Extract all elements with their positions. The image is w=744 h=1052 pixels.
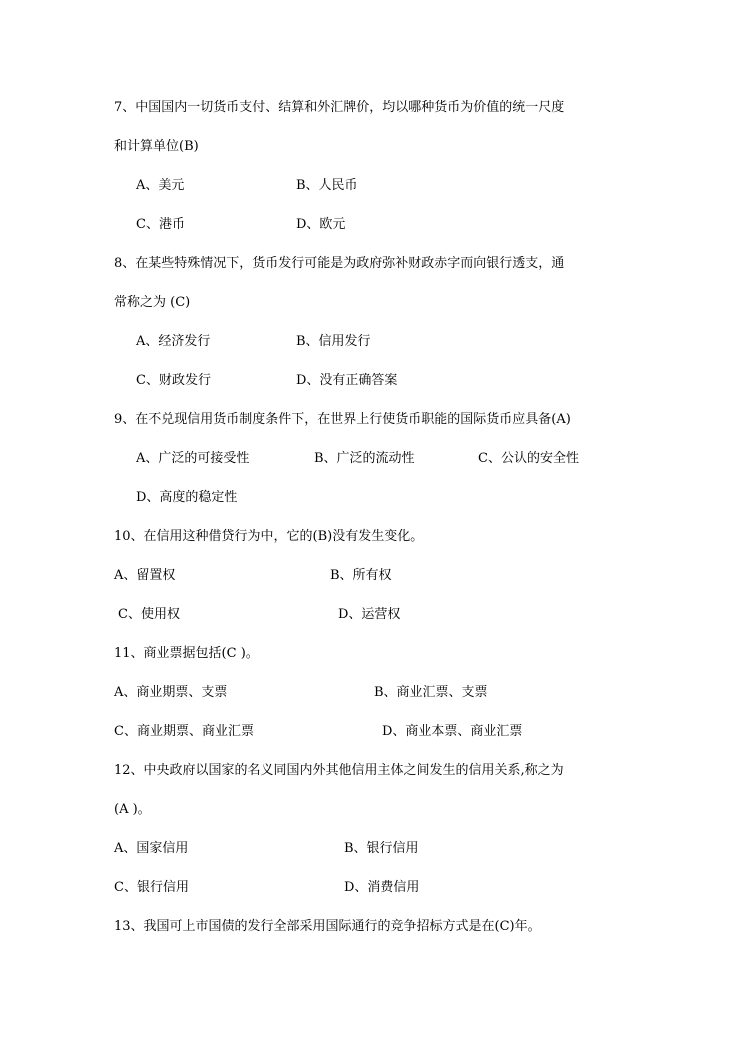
option-a: A、经济发行 [136, 334, 211, 349]
option-c: C、银行信用 [114, 880, 189, 895]
option-d: D、消费信用 [344, 880, 420, 895]
option-b: B、所有权 [330, 568, 392, 583]
option-a: A、美元 [136, 178, 185, 193]
option-a: A、商业期票、支票 [114, 685, 228, 700]
option-b: B、人民币 [296, 178, 358, 193]
option-a: A、广泛的可接受性 [136, 451, 250, 466]
option-d: D、商业本票、商业汇票 [382, 724, 523, 739]
option-d: D、运营权 [338, 607, 401, 622]
question-8-stem-line-2: 常称之为 (C) [114, 295, 191, 310]
question-7-stem-line-1: 7、中国国内一切货币支付、结算和外汇牌价，均以哪种货币为价值的统一尺度 [114, 100, 565, 115]
option-c: C、使用权 [118, 607, 180, 622]
question-8-stem-line-1: 8、在某些特殊情况下，货币发行可能是为政府弥补财政赤字而向银行透支，通 [114, 256, 565, 271]
question-13-stem-line-1: 13、我国可上市国债的发行全部采用国际通行的竞争招标方式是在(C)年。 [114, 919, 541, 934]
option-d: D、欧元 [296, 217, 346, 232]
option-d: D、没有正确答案 [296, 373, 398, 388]
option-c: C、财政发行 [136, 373, 211, 388]
option-d: D、高度的稳定性 [136, 490, 238, 505]
question-12-stem-line-2: (A )。 [114, 802, 151, 817]
option-b: B、信用发行 [296, 334, 371, 349]
option-b: B、广泛的流动性 [314, 451, 415, 466]
option-c: C、公认的安全性 [478, 451, 579, 466]
question-7-stem-line-2: 和计算单位(B) [114, 139, 199, 154]
option-b: B、商业汇票、支票 [374, 685, 488, 700]
question-10-stem-line-1: 10、在信用这种借贷行为中，它的(B)没有发生变化。 [114, 529, 424, 544]
option-c: C、港币 [136, 217, 185, 232]
option-b: B、银行信用 [344, 841, 419, 856]
option-c: C、商业期票、商业汇票 [114, 724, 254, 739]
option-a: A、国家信用 [114, 841, 189, 856]
question-9-stem-line-1: 9、在不兑现信用货币制度条件下，在世界上行使货币职能的国际货币应具备(A) [114, 412, 571, 427]
question-12-stem-line-1: 12、中央政府以国家的名义同国内外其他信用主体之间发生的信用关系,称之为 [114, 763, 564, 778]
question-11-stem-line-1: 11、商业票据包括(C )。 [114, 646, 259, 661]
option-a: A、留置权 [114, 568, 176, 583]
